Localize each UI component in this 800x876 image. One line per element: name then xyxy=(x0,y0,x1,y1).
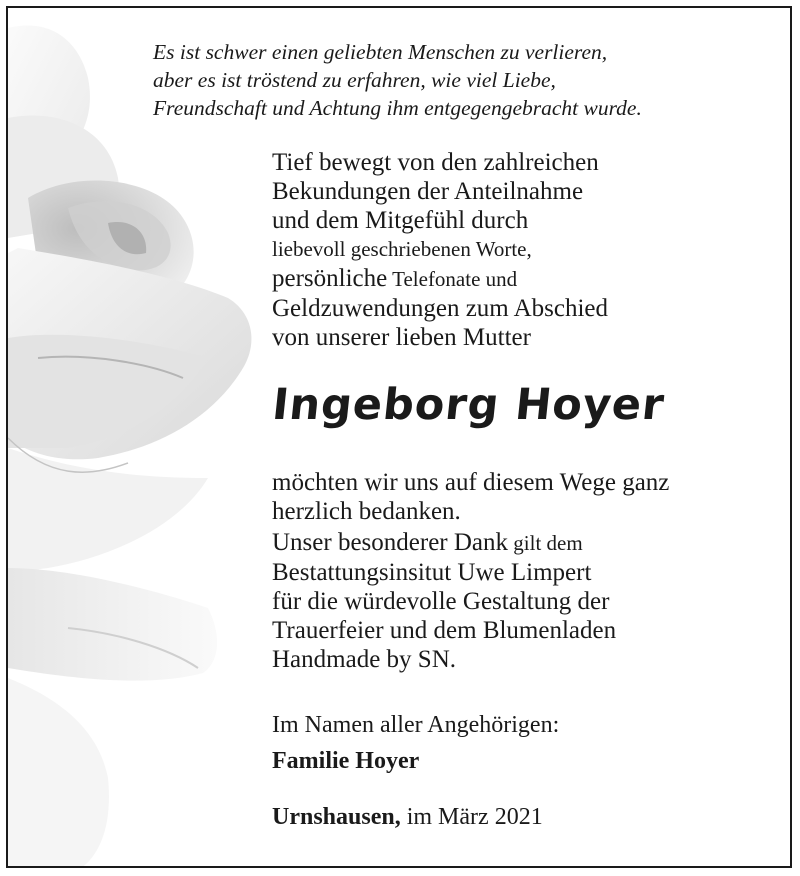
motto-line: aber es ist tröstend zu erfahren, wie viel Liebe, xyxy=(153,68,556,92)
date: im März 2021 xyxy=(400,804,543,830)
thanks-line: herzlich bedanken. xyxy=(272,498,461,525)
intro-line xyxy=(272,264,787,294)
intro-line: und dem Mitgefühl durch xyxy=(272,207,529,234)
intro-line: von unserer lieben Mutter xyxy=(272,324,531,351)
white-rose-image xyxy=(8,8,268,868)
family-name: Familie Hoyer xyxy=(272,748,420,774)
intro-line: Tief bewegt von den zahlreichen xyxy=(272,149,599,176)
motto-line: Es ist schwer einen geliebten Menschen zu verlieren, xyxy=(153,40,608,64)
intro-line: Geldzuwendungen zum Abschied xyxy=(272,295,609,322)
place-date-line xyxy=(272,803,543,832)
thanks-paragraph xyxy=(272,468,787,526)
special-thanks-line: für die würdevolle Gestaltung der xyxy=(272,588,610,615)
motto-quote xyxy=(153,38,783,122)
special-thanks-text: Unser besonderer Dank xyxy=(272,529,509,556)
thanks-line: möchten wir uns auf diesem Wege ganz xyxy=(272,469,670,496)
intro-text: Telefonate und xyxy=(387,267,518,291)
intro-line: Bekundungen der Anteilnahme xyxy=(272,178,584,205)
intro-text: persönliche xyxy=(272,265,388,292)
intro-paragraph xyxy=(272,148,787,352)
obituary-frame xyxy=(6,6,792,868)
special-thanks-line xyxy=(272,528,787,558)
deceased-name: Ingeborg Hoyer xyxy=(270,380,668,430)
special-thanks-line: Bestattungsinsitut Uwe Limpert xyxy=(272,559,592,586)
motto-line: Freundschaft und Achtung ihm entgegengebracht wurde. xyxy=(153,96,642,120)
special-thanks-line: Trauerfeier und dem Blumenladen xyxy=(272,617,617,644)
special-thanks-paragraph xyxy=(272,528,787,674)
place: Urnshausen, xyxy=(272,804,401,830)
on-behalf-line: Im Namen aller Angehörigen: xyxy=(272,712,560,738)
special-thanks-line: Handmade by SN. xyxy=(272,646,456,673)
special-thanks-text: gilt dem xyxy=(508,531,583,555)
intro-line: liebevoll geschriebenen Worte, xyxy=(272,237,532,261)
